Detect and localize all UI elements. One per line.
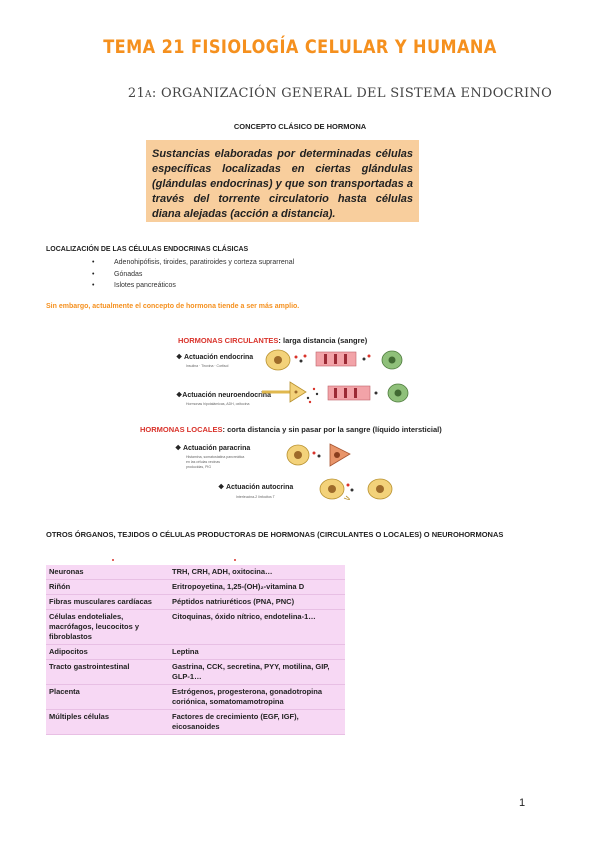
table-cell-hormones: TRH, CRH, ADH, oxitocina…	[172, 567, 273, 576]
definition-text: Sustancias elaboradas por determinadas células específicas localizadas en ciertas glándulas (glándulas endocrinas) y que son transportadas a través del torrente circulatorio hasta células diana alejadas (acción a distancia).	[152, 148, 413, 220]
hormone-in-blood	[334, 388, 337, 398]
local-caption	[140, 425, 442, 434]
table-row	[46, 685, 345, 710]
hormone-dot	[313, 452, 316, 455]
table-row	[46, 645, 345, 660]
definition-box	[146, 140, 419, 222]
hormone-dot	[363, 358, 366, 361]
list-item: • Islotes pancreáticos	[92, 280, 294, 292]
vesicle	[295, 391, 298, 394]
table-cell-hormones: Péptidos natriuréticos (PNA, PNC)	[172, 597, 295, 606]
table-row	[46, 710, 345, 735]
cell-nucleus	[395, 390, 402, 397]
hormone-dot	[300, 360, 303, 363]
autocrine-text: Actuación autocrina	[225, 484, 294, 491]
table-cell-source: Neuronas	[49, 567, 84, 576]
hormone-dot	[309, 401, 311, 403]
paracrine-label: ❖ Actuación paracrina	[175, 445, 251, 452]
paracrine-sub	[186, 455, 244, 470]
cell-nucleus	[334, 452, 340, 458]
localization-list	[92, 257, 294, 292]
page-number: 1	[519, 797, 526, 809]
table-cell-source: Riñón	[49, 582, 71, 591]
hormone-dot	[375, 392, 378, 395]
hormone-dot	[313, 388, 315, 390]
hormone-dot	[368, 355, 371, 358]
paracrine-sub-line: producidas, PIG	[186, 465, 212, 469]
hormone-in-blood	[354, 388, 357, 398]
hormone-in-blood	[344, 354, 347, 364]
list-item: • Gónadas	[92, 269, 294, 281]
hormone-in-blood	[334, 354, 337, 364]
table-row	[46, 660, 345, 685]
list-item: • Adenohipófisis, tiroides, paratiroides y corteza suprarrenal	[92, 257, 294, 269]
table-cell-hormones: Citoquinas, óxido nítrico, endotelina-1…	[172, 612, 316, 621]
local-label: HORMONAS LOCALES	[140, 425, 223, 434]
table-cell-hormones: Eritropoyetina, 1,25-(OH)₂-vitamina D	[172, 582, 305, 591]
cell-nucleus	[328, 485, 336, 493]
neuroendocrine-diagram	[262, 378, 414, 412]
endocrine-label: ❖ Actuación endocrina	[176, 354, 254, 361]
table-cell-hormones: Factores de crecimiento (EGF, IGF), eicosanoides	[172, 712, 299, 731]
neuroendocrine-text: Actuación neuroendocrina	[182, 392, 271, 399]
endocrine-text: Actuación endocrina	[183, 354, 254, 361]
table-cell-source: Múltiples células	[49, 712, 110, 721]
autocrine-diagram	[318, 474, 398, 504]
hormone-dot	[318, 455, 321, 458]
paracrine-sub-line: en las células vecinas	[186, 460, 221, 464]
paracrine-text: Actuación paracrina	[182, 445, 251, 452]
cell-nucleus	[376, 485, 384, 493]
endocrine-sub: Insulina · Tiroxina · Cortisol	[186, 364, 229, 368]
broader-concept-note: Sin embargo, actualmente el concepto de hormona tiende a ser más amplio.	[46, 303, 300, 310]
table-cell-hormones: Leptina	[172, 647, 199, 656]
hormone-dot	[347, 484, 350, 487]
red-mark	[112, 559, 114, 561]
localization-heading: LOCALIZACIÓN DE LAS CÉLULAS ENDOCRINAS CLÁSICAS	[46, 246, 249, 253]
neuroendocrine-sub: Hormonas hipotalámicas, ADH, oxitocina	[186, 402, 250, 406]
paracrine-diagram	[286, 440, 356, 470]
hormone-dot	[304, 355, 307, 358]
table-cell-source: Tracto gastrointestinal	[49, 662, 130, 671]
page-title: TEMA 21 FISIOLOGÍA CELULAR Y HUMANA	[103, 36, 497, 58]
table-row	[46, 565, 345, 580]
circulating-desc: : larga distancia (sangre)	[278, 336, 368, 345]
endocrine-diagram	[264, 344, 414, 376]
red-mark	[234, 559, 236, 561]
nerve-terminal	[290, 382, 306, 402]
paracrine-sub-line: Histamina, somatostatina pancreática	[186, 455, 245, 459]
table-cell-source: Placenta	[49, 687, 80, 696]
table-cell-source: Adipocitos	[49, 647, 88, 656]
hormone-dot	[307, 397, 309, 399]
table-cell-hormones: Estrógenos, progesterona, gonadotropina coriónica, somatomamotropina	[172, 687, 323, 706]
table-row	[46, 610, 345, 645]
concept-heading: CONCEPTO CLÁSICO DE HORMONA	[233, 122, 367, 131]
cell-nucleus	[274, 356, 282, 364]
neuroendocrine-label: ❖Actuación neuroendocrina	[176, 392, 271, 399]
table-cell-source: Células endoteliales, macrófagos, leucocitos y fibroblastos	[49, 612, 140, 641]
local-desc: : corta distancia y sin pasar por la sangre (líquido intersticial)	[222, 425, 442, 434]
table-row	[46, 580, 345, 595]
hormone-in-blood	[324, 354, 327, 364]
hormone-producers-table	[46, 565, 345, 735]
feedback-arrow	[344, 496, 350, 500]
cell-nucleus	[389, 357, 396, 364]
hormone-dot	[351, 489, 354, 492]
hormone-in-blood	[344, 388, 347, 398]
table-row	[46, 595, 345, 610]
hormone-dot	[295, 356, 298, 359]
hormone-dot	[316, 393, 318, 395]
circulating-label: HORMONAS CIRCULANTES	[178, 336, 279, 345]
other-producers-heading: OTROS ÓRGANOS, TEJIDOS O CÉLULAS PRODUCTORAS DE HORMONAS (CIRCULANTES O LOCALES) O NEUROHORMONAS	[46, 530, 504, 539]
table-cell-hormones: Gastrina, CCK, secretina, PYY, motilina, GIP, GLP-1…	[172, 662, 330, 681]
autocrine-sub: Interleucina-2 linfocitos T	[236, 495, 275, 499]
autocrine-label: ❖ Actuación autocrina	[218, 484, 294, 491]
section-subtitle: 21a: ORGANIZACIÓN GENERAL DEL SISTEMA ENDOCRINO	[127, 86, 553, 101]
table-cell-source: Fibras musculares cardíacas	[49, 597, 152, 606]
cell-nucleus	[294, 451, 302, 459]
